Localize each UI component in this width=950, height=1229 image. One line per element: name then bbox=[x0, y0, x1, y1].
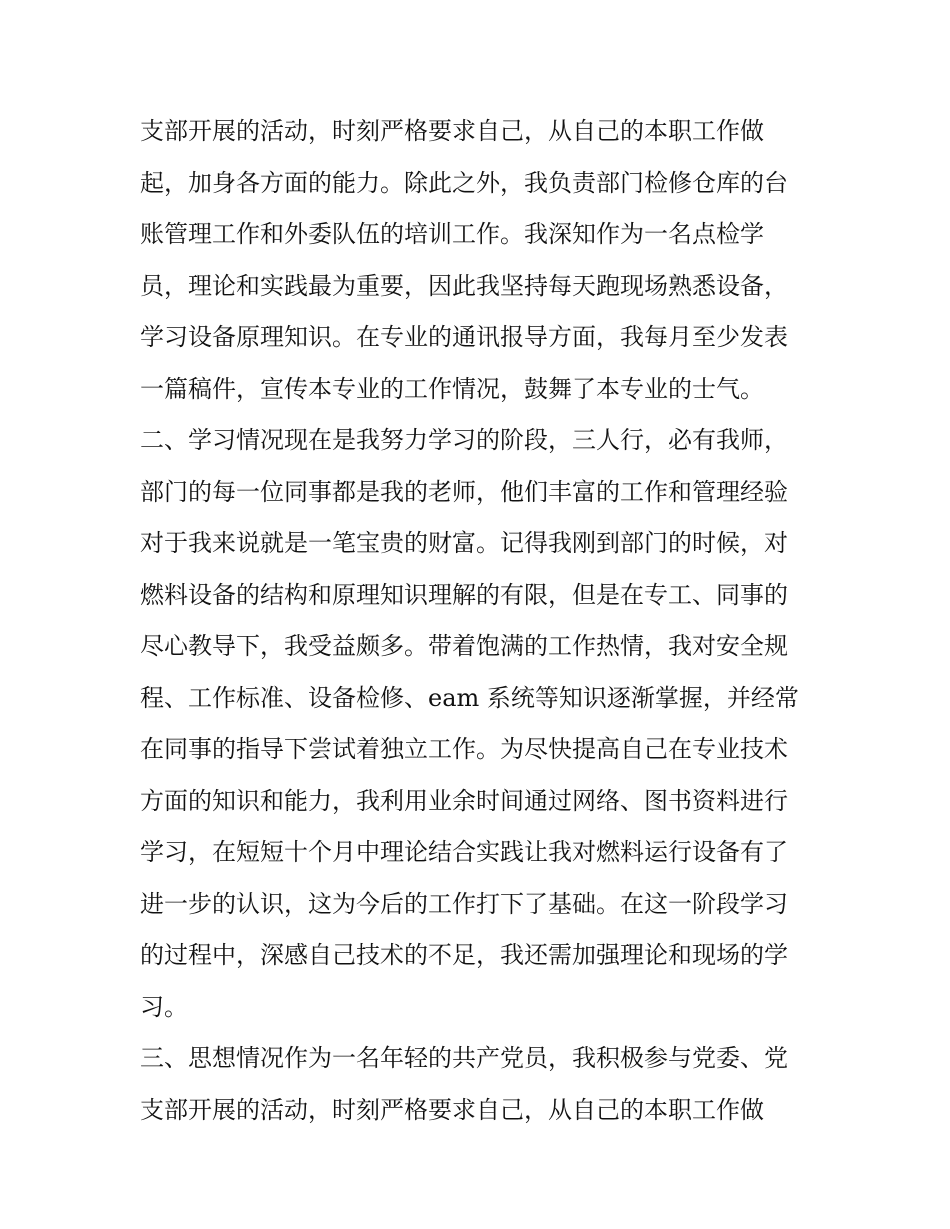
text-line: 尽心教导下，我受益颇多。带着饱满的工作热情，我对安全规 bbox=[140, 632, 788, 660]
section-heading-line: 二、学习情况现在是我努力学习的阶段，三人行，必有我师， bbox=[140, 426, 788, 454]
text-line: 在同事的指导下尝试着独立工作。为尽快提高自己在专业技术 bbox=[140, 735, 788, 763]
text-line: 方面的知识和能力，我利用业余时间通过网络、图书资料进行 bbox=[140, 786, 788, 815]
text-line: 学习设备原理知识。在专业的通讯报导方面，我每月至少发表 bbox=[140, 323, 788, 351]
text-line: 的过程中，深感自己技术的不足，我还需加强理论和现场的学 bbox=[140, 941, 788, 969]
text-line: 部门的每一位同事都是我的老师，他们丰富的工作和管理经验 bbox=[140, 477, 788, 506]
text-line: 支部开展的活动，时刻严格要求自己，从自己的本职工作做 bbox=[140, 1095, 764, 1124]
text-line: 进一步的认识，这为今后的工作打下了基础。在这一阶段学习 bbox=[140, 889, 788, 918]
document-body bbox=[140, 110, 820, 1140]
text-line: 起，加身各方面的能力。除此之外，我负责部门检修仓库的台 bbox=[140, 168, 788, 197]
text-line: 程、工作标准、设备检修、eam 系统等知识逐渐掌握，并经常 bbox=[140, 683, 799, 712]
section-heading-line: 三、思想情况作为一名年轻的共产党员，我积极参与党委、党 bbox=[140, 1044, 788, 1072]
text-line: 对于我来说就是一笔宝贵的财富。记得我刚到部门的时候，对 bbox=[140, 529, 788, 557]
text-line: 一篇稿件，宣传本专业的工作情况，鼓舞了本专业的士气。 bbox=[140, 374, 764, 403]
text-line: 习。 bbox=[140, 992, 188, 1021]
text-line: 员，理论和实践最为重要，因此我坚持每天跑现场熟悉设备， bbox=[140, 271, 788, 300]
text-line: 燃料设备的结构和原理知识理解的有限，但是在专工、同事的 bbox=[140, 580, 788, 609]
text-line: 支部开展的活动，时刻严格要求自己，从自己的本职工作做 bbox=[140, 117, 764, 145]
text-line: 账管理工作和外委队伍的培训工作。我深知作为一名点检学 bbox=[140, 220, 764, 248]
text-line: 学习，在短短十个月中理论结合实践让我对燃料运行设备有了 bbox=[140, 838, 788, 866]
